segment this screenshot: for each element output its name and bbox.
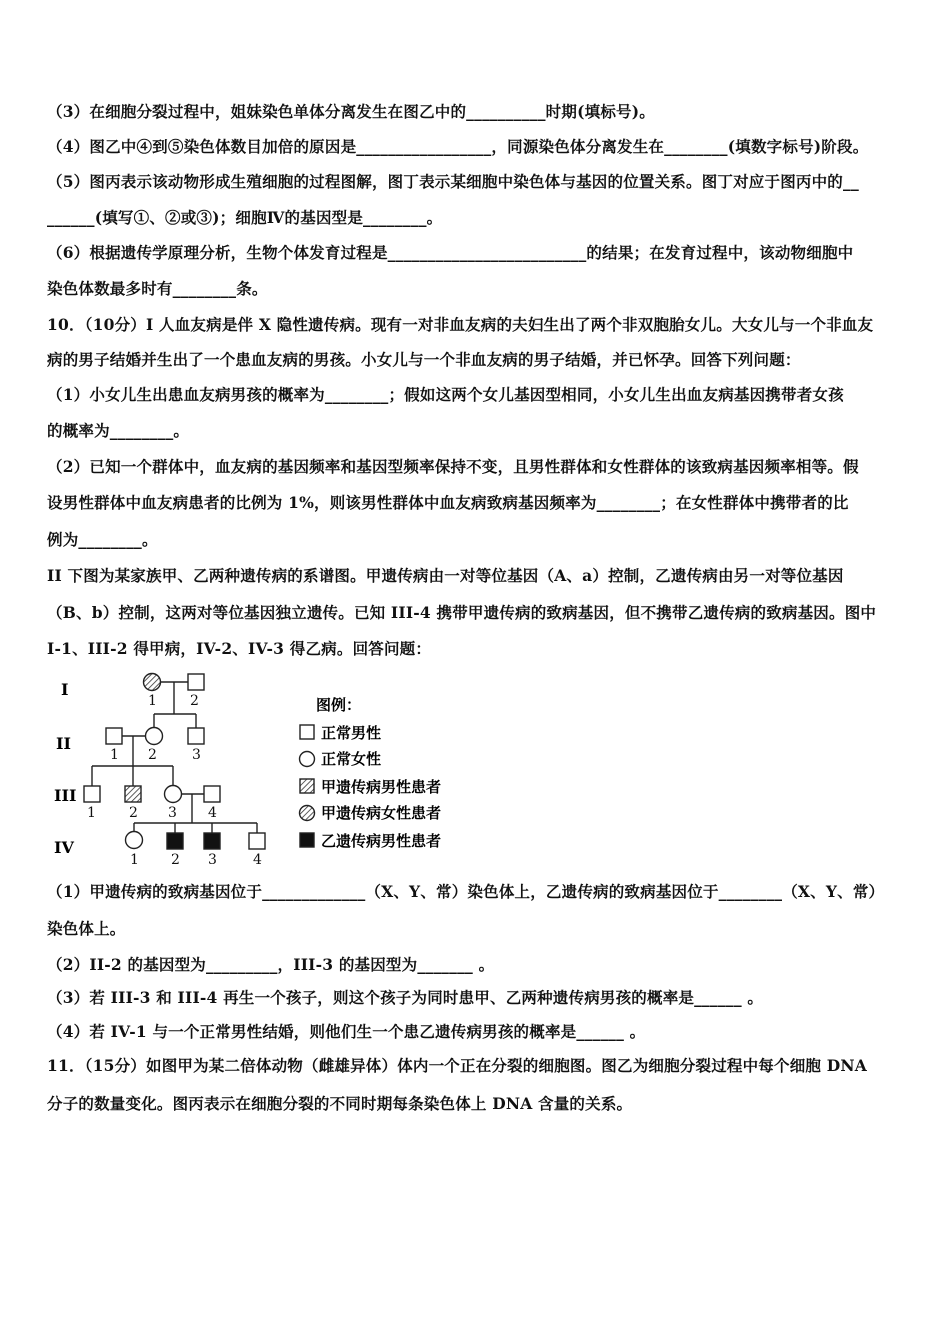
legend-disease-b-male-icon [300,833,314,847]
q11-intro-line-1: 11．（15分）如图甲为某二倍体动物（雌雄异体）体内一个正在分裂的细胞图。图乙为细胞分裂过程中每个细胞 DNA [47,1056,867,1075]
pedigree-figure [44,668,484,873]
legend-title: 图例： [316,696,362,714]
num-i-2: 2 [190,693,199,709]
q10-ii-line-1: II 下图为某家族甲、乙两种遗传病的系谱图。甲遗传病由一对等位基因（A、a）控制，乙遗传病由另一对等位基因 [47,566,844,585]
q11-intro-line-2: 分子的数量变化。图丙表示在细胞分裂的不同时期每条染色体上 DNA 含量的关系。 [47,1094,633,1113]
q10-ii-3-line: （3）若 III-3 和 III-4 再生一个孩子，则这个孩子为同时患甲、乙两种遗传病男孩的概率是______ 。 [47,988,764,1007]
q10-ii-line-3: I-1、III-2 得甲病，IV-2、IV-3 得乙病。回答问题： [47,639,432,658]
q9-6-line-1: （6）根据遗传学原理分析，生物个体发育过程是_________________________的结果；在发育过程中，该动物细胞中 [47,243,854,262]
q10-intro-line-1: 10．（10分）I 人血友病是伴 X 隐性遗传病。现有一对非血友病的夫妇生出了两个非双胞胎女儿。大女儿与一个非血友 [47,315,874,334]
num-iv-4: 4 [253,852,262,868]
num-iii-2: 2 [129,805,138,821]
q10-ii-line-2: （B、b）控制，这两对等位基因独立遗传。已知 III-4 携带甲遗传病的致病基因，但不携带乙遗传病的致病基因。图中 [47,603,877,622]
q9-3-line: （3）在细胞分裂过程中，姐妹染色单体分离发生在图乙中的__________时期(填标号)。 [47,102,655,121]
num-iv-2: 2 [171,852,180,868]
q10-ii-4-line: （4）若 IV-1 与一个正常男性结婚，则他们生一个患乙遗传病男孩的概率是______ 。 [47,1022,646,1041]
q10-ii-1-line-2: 染色体上。 [47,919,126,938]
legend-disease-b-male: 乙遗传病男性患者 [321,832,442,850]
num-iv-3: 3 [208,852,217,868]
pedigree-iv-2 [167,833,183,849]
pedigree-legend [300,696,442,850]
legend-disease-a-female-icon [300,806,315,821]
legend-normal-female-icon [300,752,315,767]
num-iii-3: 3 [168,805,177,821]
generation-label-ii: II [56,734,71,753]
pedigree-iv-1 [126,832,143,849]
pedigree-i-2 [188,674,204,690]
q10-1-line-1: （1）小女儿生出患血友病男孩的概率为________；假如这两个女儿基因型相同，小女儿生出血友病基因携带者女孩 [47,385,844,404]
num-ii-1: 1 [110,747,119,763]
q10-ii-1-line-1: （1）甲遗传病的致病基因位于_____________（X、Y、常）染色体上，乙遗传病的致病基因位于________（X、Y、常） [47,882,885,901]
pedigree-ii-1 [106,728,122,744]
num-iv-1: 1 [130,852,139,868]
q9-5-line-2: ______(填写①、②或③)；细胞Ⅳ的基因型是________。 [47,208,443,227]
q9-5-line-1: （5）图丙表示该动物形成生殖细胞的过程图解，图丁表示某细胞中染色体与基因的位置关系。图丁对应于图丙中的__ [47,172,859,191]
pedigree-iii-2 [125,786,141,802]
legend-disease-a-female: 甲遗传病女性患者 [321,804,442,822]
pedigree-iv-3 [204,833,220,849]
q10-2-line-2: 设男性群体中血友病患者的比例为 1%，则该男性群体中血友病致病基因频率为________；在女性群体中携带者的比 [47,493,849,512]
pedigree-ii-2 [146,728,163,745]
generation-label-iii: III [54,786,77,805]
pedigree-iii-3 [165,786,182,803]
legend-disease-a-male: 甲遗传病男性患者 [321,778,442,796]
q10-ii-2-line: （2）II-2 的基因型为_________，III-3 的基因型为_______ 。 [47,955,495,974]
num-iii-4: 4 [208,805,217,821]
pedigree-iii-4 [204,786,220,802]
generation-label-iv: IV [54,838,74,857]
legend-normal-female: 正常女性 [321,750,382,768]
q10-2-line-3: 例为________。 [47,530,158,549]
q10-1-line-2: 的概率为________。 [47,421,190,440]
num-i-1: 1 [148,693,157,709]
generation-label-i: I [61,680,69,699]
pedigree-ii-3 [188,728,204,744]
num-ii-2: 2 [148,747,157,763]
q10-intro-line-2: 病的男子结婚并生出了一个患血友病的男孩。小女儿与一个非血友病的男子结婚，并已怀孕。回答下列问题： [47,350,801,369]
q10-2-line-1: （2）已知一个群体中，血友病的基因频率和基因型频率保持不变，且男性群体和女性群体的该致病基因频率相等。假 [47,457,859,476]
num-ii-3: 3 [192,747,201,763]
legend-normal-male-icon [300,725,314,739]
pedigree-iv-4 [249,833,265,849]
num-iii-1: 1 [87,805,96,821]
legend-normal-male: 正常男性 [321,724,382,742]
pedigree-iii-1 [84,786,100,802]
pedigree-i-1 [144,674,161,691]
q9-6-line-2: 染色体数最多时有________条。 [47,279,268,298]
q9-4-line: （4）图乙中④到⑤染色体数目加倍的原因是_________________，同源染色体分离发生在________(填数字标号)阶段。 [47,137,869,156]
legend-disease-a-male-icon [300,779,314,793]
